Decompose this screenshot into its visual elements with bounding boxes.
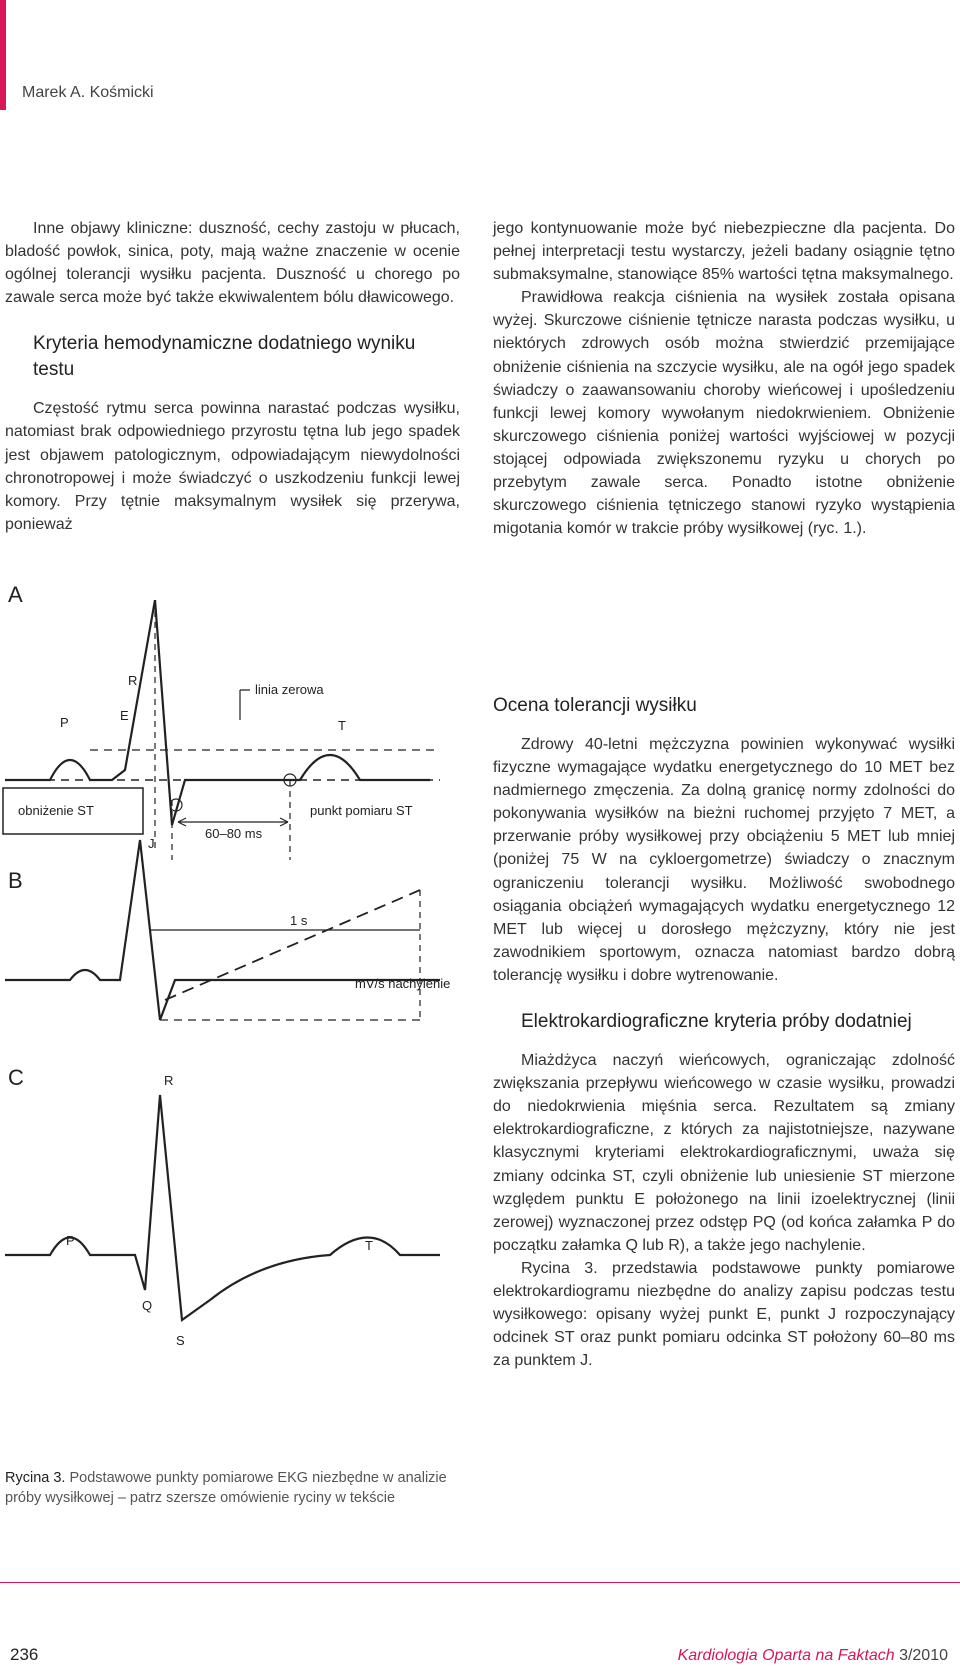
label-slope: mV/s nachylenie xyxy=(355,976,451,991)
ecg-diagram xyxy=(0,600,470,1440)
paragraph: Zdrowy 40-letni mężczyzna powinien wykonywać wysiłki fizyczne wymagające wydatku energetycznego do 10 MET bez nadmiernego zmęczenia. Za dolną granicę normy zdolności do pokonywania wysiłków na bieżni ruchomej przyjęto 7 MET, a przerwanie próby wysiłkowej przy obciążeniu 5 MET lub mniej (poniżej 75 W na cykloergometrze) świadczy o znacznym ograniczeniu tolerancji wysiłku. Możliwość swobodnego osiągania obciążeń wymagających wydatku energetycznego 12 MET lub więcej u dorosłego mężczyzny, który nie jest zawodnikiem sportowym, oznacza natomiast bardzo dobrą tolerancję wysiłku i dobre wytrenowanie. xyxy=(493,736,955,984)
paragraph: Częstość rytmu serca powinna narastać podczas wysiłku, natomiast brak odpowiedniego przyrostu tętna lub jego spadek jest objawem patologicznym, odpowiadającym niewydolności chronotropowej i może świadczyć o uszkodzeniu funkcji lewej komory. Przy tętnie maksymalnym wysiłek się przerywa, ponieważ xyxy=(5,400,460,533)
caption-label: Rycina 3. xyxy=(5,1470,66,1486)
footer-rule xyxy=(0,1582,960,1583)
paragraph: Rycina 3. przedstawia podstawowe punkty pomiarowe elektrokardiogramu niezbędne do analizy zapisu podczas testu wysiłkowego: opisany wyżej punkt E, punkt J rozpoczynający odcinek ST oraz punkt pomiaru odcinka ST położony 60–80 ms za punktem J. xyxy=(493,1259,955,1370)
paragraph: jego kontynuowanie może być niebezpieczne dla pacjenta. Do pełnej interpretacji testu wystarczy, jeżeli badany osiągnie tętno submaksymalne, stanowiące 85% wartości tętna maksymalnego. xyxy=(493,220,955,284)
label-j-a: J xyxy=(148,836,155,851)
left-column xyxy=(5,217,460,536)
ecg-figure xyxy=(0,582,470,1440)
journal-issue: 3/2010 xyxy=(899,1647,948,1664)
label-t-a: T xyxy=(338,718,346,733)
paragraph: Inne objawy kliniczne: duszność, cechy zastoju w płucach, bladość powłok, sinica, poty, mają ważne znaczenie w ocenie ogólnej tolerancji wysiłku pacjenta. Duszność u chorego po zawale serca może być także ekwiwalentem bólu dławicowego. xyxy=(5,220,460,307)
right-column-lower xyxy=(493,693,955,1372)
section-heading: Kryteria hemodynamiczne dodatniego wyniku testu xyxy=(33,333,416,381)
label-r-a: R xyxy=(128,673,138,688)
running-head-author: Marek A. Kośmicki xyxy=(22,84,154,101)
label-p-c: P xyxy=(66,1233,75,1248)
section-heading: Ocena tolerancji wysiłku xyxy=(493,695,697,716)
label-depression: obniżenie ST xyxy=(18,803,94,818)
paragraph: Prawidłowa reakcja ciśnienia na wysiłek została opisana wyżej. Skurczowe ciśnienie tętnicze narasta podczas wysiłku, u niektórych zdrowych osób można stwierdzić przemijające obniżenie ciśnienia na szczycie wysiłku, ale na ogół jego spadek świadczy o zaawansowaniu choroby wieńcowej i upośledzeniu funkcji lewej komory wywołanym niedokrwieniem. Obniżenie skurczowego ciśnienia poniżej wartości wyjściowej w pozycji stojącej odpowiada zwiększonemu ryzyku u chorych po przebytym zawale serca. Ponadto istotne obniżenie skurczowego ciśnienia tętniczego stanowi ryzyko wystąpienia migotania komór w trakcie próby wysiłkowej (ryc. 1.). xyxy=(493,289,955,538)
page-number: 236 xyxy=(10,1645,39,1664)
caption-text: Podstawowe punkty pomiarowe EKG niezbędne w analizie próby wysiłkowej – patrz szersze omówienie ryciny w tekście xyxy=(5,1470,447,1506)
label-r-c: R xyxy=(164,1073,174,1088)
section-heading: Elektrokardiograficzne kryteria próby dodatniej xyxy=(521,1011,912,1033)
label-q-c: Q xyxy=(142,1298,153,1313)
journal-title: Kardiologia Oparta na Faktach xyxy=(677,1647,895,1664)
panel-label-a: A xyxy=(8,582,23,607)
panel-label-b: B xyxy=(8,868,23,893)
panel-label-c: C xyxy=(8,1065,24,1090)
label-interval: 60–80 ms xyxy=(205,826,263,841)
ecg-waveform-c xyxy=(5,1095,440,1320)
label-one-second: 1 s xyxy=(290,913,308,928)
journal-info xyxy=(678,1647,948,1665)
ecg-waveform-a xyxy=(5,600,430,825)
label-e-a: E xyxy=(120,708,129,723)
label-s-c: S xyxy=(176,1333,185,1348)
label-t-c: T xyxy=(365,1238,373,1253)
label-st-point: punkt pomiaru ST xyxy=(310,803,413,818)
baseline-leader xyxy=(240,690,250,720)
label-p-a: P xyxy=(60,715,69,730)
figure-caption xyxy=(5,1468,465,1508)
accent-bar xyxy=(0,0,6,110)
paragraph: Miażdżyca naczyń wieńcowych, ograniczając zdolność zwiększania przepływu wieńcowego w czasie wysiłku, prowadzi do niedokrwienia mięśnia serca. Rezultatem są zmiany elektrokardiograficzne, z których za najistotniejsze, nazywane klasycznymi kryteriami elektrokardiograficznymi, uważa się zmiany odcinka ST, czyli obniżenie lub uniesienie ST mierzone względem punktu E położonego na linii izoelektrycznej (linii zerowej) wyznaczonej przez odstęp PQ (od końca załamka P do początku załamka Q lub R), a także jego nachylenie. xyxy=(493,1052,955,1254)
right-column xyxy=(493,217,955,540)
label-baseline: linia zerowa xyxy=(255,682,324,697)
